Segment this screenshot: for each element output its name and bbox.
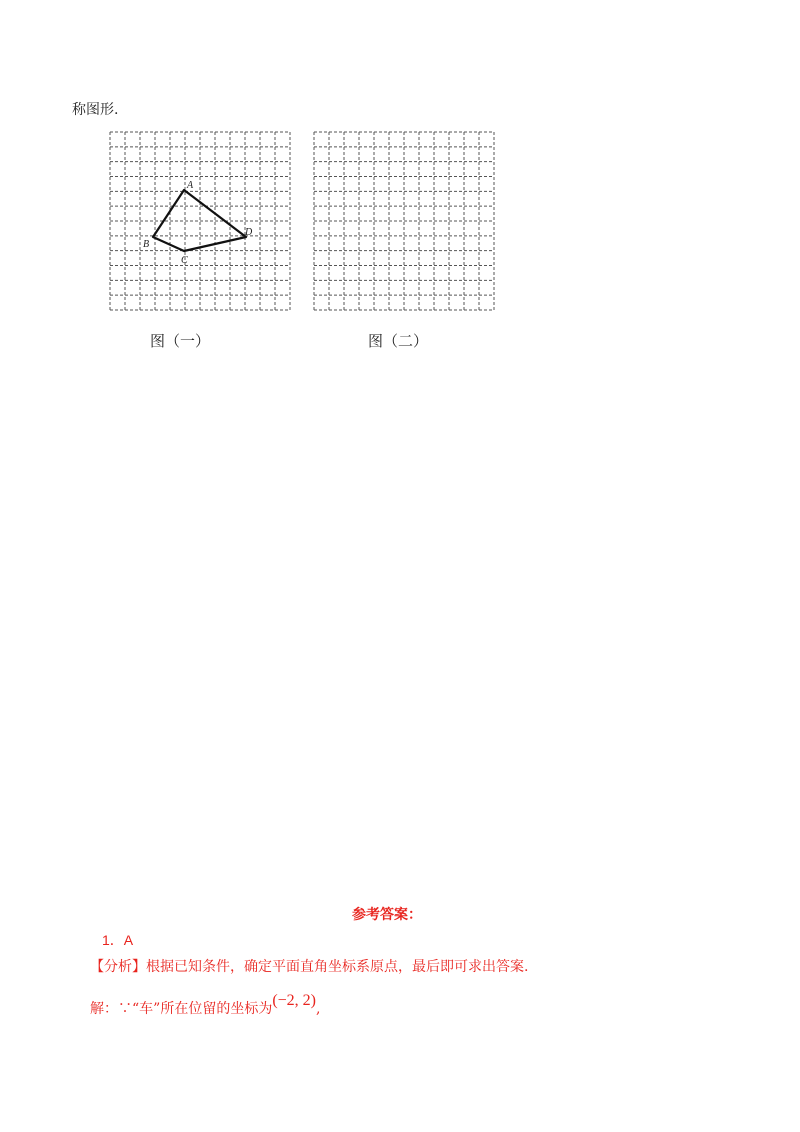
figure-2-caption: 图（二） (368, 332, 429, 350)
analysis-bracket: 【分析】 (90, 959, 146, 975)
label-a: A (187, 180, 194, 191)
label-c: C (181, 255, 188, 266)
grid-figure-1 (108, 130, 292, 312)
label-b: B (143, 239, 150, 250)
answers-heading: 参考答案： (352, 907, 422, 923)
figure-1-caption: 图（一） (150, 332, 211, 350)
question-tail-text: 称图形. (72, 102, 119, 118)
label-d: D (245, 227, 253, 238)
coordinate-value: (−2, 2) (272, 992, 317, 1009)
solution-suffix: , (316, 1001, 321, 1017)
analysis-line (90, 958, 528, 976)
solution-line (90, 992, 321, 1018)
grid-figure-2 (312, 130, 496, 312)
analysis-text: 根据已知条件，确定平面直角坐标系原点，最后即可求出答案. (146, 959, 529, 975)
solution-prefix: 解：∵“车”所在位留的坐标为 (90, 1001, 273, 1017)
answer-item-1: 1．A (102, 932, 134, 948)
